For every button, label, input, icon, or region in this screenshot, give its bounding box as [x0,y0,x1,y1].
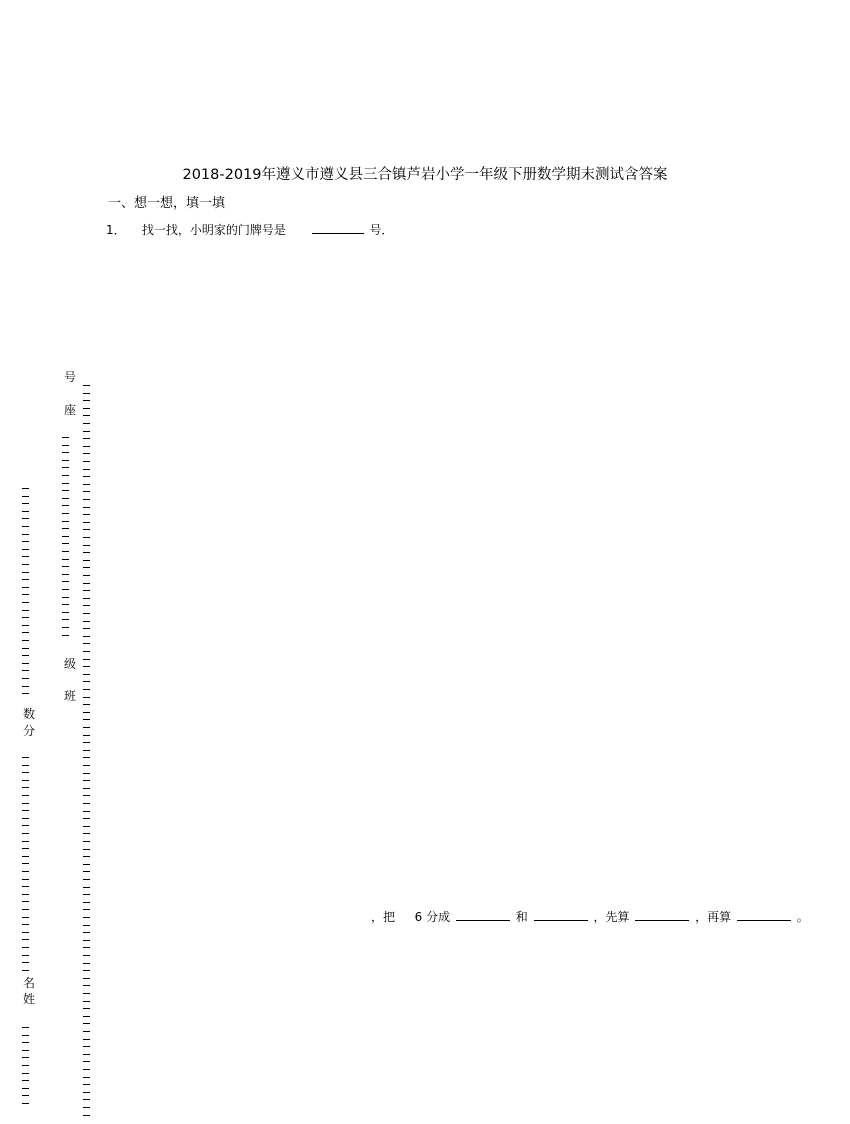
binding-dash [62,574,69,575]
binding-dash [83,719,90,720]
q2-blank-3[interactable] [635,908,689,921]
binding-dash [83,970,90,971]
binding-dash [83,522,90,523]
binding-dash [62,498,69,499]
binding-label-fen: 分 [23,724,36,738]
binding-dash [83,423,90,424]
binding-dash [62,597,69,598]
binding-dash [83,446,90,447]
binding-dash [83,735,90,736]
binding-dash [22,947,29,948]
question-1-number: 1． [106,223,126,237]
binding-dash [83,993,90,994]
binding-dash [83,575,90,576]
binding-dash [83,932,90,933]
binding-dash [22,670,29,671]
binding-dash [83,666,90,667]
binding-dash [83,902,90,903]
binding-dash [62,445,69,446]
binding-dash [22,526,29,527]
binding-dash [62,566,69,567]
binding-dash [22,901,29,902]
binding-dash [22,655,29,656]
binding-dash [22,841,29,842]
binding-dash [83,1031,90,1032]
section-heading: 一、想一想，填一填 [108,196,226,211]
binding-dash [83,894,90,895]
binding-dash [22,1095,29,1096]
binding-dash [62,581,69,582]
question-1 [106,221,393,238]
binding-dash [22,541,29,542]
binding-dash [83,689,90,690]
binding-dash [83,780,90,781]
binding-dash [62,528,69,529]
binding-dash [62,604,69,605]
binding-dash [22,955,29,956]
binding-dash [83,947,90,948]
binding-dash [22,1035,29,1036]
binding-dash [22,1073,29,1074]
binding-dash [83,438,90,439]
binding-dash [83,1061,90,1062]
binding-dash [83,621,90,622]
binding-dash [83,1054,90,1055]
binding-dash [62,551,69,552]
binding-dash [62,483,69,484]
binding-dash [83,537,90,538]
q2-text-6: 。 [796,910,809,924]
binding-dash [83,552,90,553]
binding-dash [22,909,29,910]
binding-dash [62,452,69,453]
binding-dash [83,461,90,462]
binding-dash [22,1027,29,1028]
binding-dash [22,496,29,497]
binding-dash [83,963,90,964]
binding-dash [22,534,29,535]
binding-dash [62,635,69,636]
binding-dash [83,469,90,470]
binding-dash [83,864,90,865]
binding-dash [83,400,90,401]
binding-dash [83,560,90,561]
binding-dash [83,605,90,606]
binding-dash [83,985,90,986]
binding-dash [83,1069,90,1070]
binding-dash [22,1042,29,1043]
binding-dash [22,549,29,550]
binding-dash [22,1103,29,1104]
binding-dash [83,598,90,599]
binding-dash [22,765,29,766]
binding-dash [22,1065,29,1066]
binding-dash [83,431,90,432]
binding-dash [22,1057,29,1058]
binding-dash [83,545,90,546]
binding-dash [22,863,29,864]
binding-dash [22,518,29,519]
binding-dash [83,955,90,956]
binding-dash [22,648,29,649]
binding-dash [83,871,90,872]
binding-dash [83,415,90,416]
binding-label-ban: 班 [64,689,77,703]
q2-blank-4[interactable] [737,908,791,921]
binding-dash [22,587,29,588]
binding-dash [22,962,29,963]
binding-dash [62,521,69,522]
binding-dash [62,513,69,514]
binding-dash [83,727,90,728]
binding-dash [83,590,90,591]
binding-dash [22,693,29,694]
binding-dash [83,849,90,850]
binding-dash [83,879,90,880]
binding-dash [83,978,90,979]
binding-dash [83,742,90,743]
binding-dash [22,602,29,603]
binding-dash [83,1084,90,1085]
binding-dash [22,879,29,880]
binding-dash [22,780,29,781]
binding-dash [22,939,29,940]
binding-dash [83,1016,90,1017]
binding-dash [83,393,90,394]
binding-dash [83,925,90,926]
binding-dash [83,567,90,568]
binding-dash [22,795,29,796]
binding-dash [83,613,90,614]
binding-dash [83,795,90,796]
binding-dash [83,1115,90,1116]
binding-dash [22,488,29,489]
binding-dash [83,628,90,629]
binding-dash [22,856,29,857]
binding-dash [62,619,69,620]
binding-dash [83,643,90,644]
binding-dash [22,625,29,626]
binding-dash [62,437,69,438]
binding-dash [22,511,29,512]
binding-dash [22,579,29,580]
binding-dash [62,589,69,590]
binding-dash [83,1107,90,1108]
binding-dash [83,1023,90,1024]
q2-text-3: 和 [515,910,528,924]
binding-dash [83,674,90,675]
binding-dash [83,697,90,698]
binding-dash [62,559,69,560]
binding-dash [62,505,69,506]
binding-dash [83,507,90,508]
binding-dash [22,818,29,819]
binding-dash [22,917,29,918]
binding-dash [22,564,29,565]
binding-dash [83,773,90,774]
q2-text-2: 6 分成 [414,910,451,924]
binding-dash [22,594,29,595]
binding-dash [83,909,90,910]
binding-dash [83,841,90,842]
q2-text-5: ，再算 [695,910,732,924]
binding-dash [83,1001,90,1002]
binding-dash [22,572,29,573]
binding-dash [83,833,90,834]
exam-title: 2018-2019年遵义市遵义县三合镇芦岩小学一年级下册数学期末测试含答案 [182,167,668,183]
binding-label-hao: 号 [64,370,77,384]
binding-dash [22,686,29,687]
binding-dash [83,1008,90,1009]
binding-label-zuo: 座 [64,403,77,417]
binding-dash [83,636,90,637]
binding-label-xing: 姓 [23,992,36,1006]
binding-dash [83,476,90,477]
binding-dash [83,887,90,888]
binding-dash [83,1099,90,1100]
binding-dash [83,818,90,819]
binding-dash [22,556,29,557]
binding-dash [22,886,29,887]
binding-dash [22,610,29,611]
binding-dash [83,811,90,812]
binding-dash [22,1050,29,1051]
binding-dash [22,833,29,834]
binding-dash [83,681,90,682]
binding-dash [22,803,29,804]
binding-dash [22,640,29,641]
binding-dash [83,1046,90,1047]
binding-dash [22,617,29,618]
binding-dash [22,825,29,826]
binding-dash [62,475,69,476]
binding-dash [83,659,90,660]
binding-dash [22,1088,29,1089]
binding-dash [83,1077,90,1078]
binding-dash [22,810,29,811]
question-1-text: 找一找，小明家的门牌号是 [141,223,286,237]
binding-dash [83,453,90,454]
binding-dash [22,757,29,758]
binding-dash [83,529,90,530]
q2-blank-2[interactable] [534,908,588,921]
question-1-suffix: 号． [369,223,394,237]
binding-dash [83,856,90,857]
q2-text-1: ，把 [371,910,396,924]
binding-dash [83,757,90,758]
binding-dash [83,917,90,918]
binding-dash [83,514,90,515]
binding-dash [83,491,90,492]
binding-dash [83,788,90,789]
binding-dash [83,484,90,485]
q2-text-4: ，先算 [593,910,630,924]
binding-dash [83,826,90,827]
binding-dash [83,499,90,500]
binding-dash [22,772,29,773]
binding-label-shu: 数 [23,707,36,721]
binding-dash [62,460,69,461]
binding-dash [83,583,90,584]
binding-dash [22,503,29,504]
binding-dash [83,765,90,766]
binding-dash [22,894,29,895]
binding-dash [62,627,69,628]
binding-dash [83,1039,90,1040]
binding-dash [62,543,69,544]
binding-label-ji: 级 [64,657,77,671]
binding-dash [62,536,69,537]
question-2 [371,908,809,925]
binding-dash [22,871,29,872]
binding-dash [83,712,90,713]
binding-dash [22,632,29,633]
binding-dash [62,467,69,468]
binding-dash [22,1080,29,1081]
binding-dash [83,385,90,386]
binding-dash [83,408,90,409]
binding-dash [22,848,29,849]
binding-dash [22,678,29,679]
binding-dash [62,612,69,613]
q2-blank-1[interactable] [456,908,510,921]
binding-dash [22,787,29,788]
binding-dash [83,940,90,941]
binding-dash [22,924,29,925]
binding-dash [83,1092,90,1093]
binding-dash [22,970,29,971]
binding-dash [22,932,29,933]
binding-dash [62,490,69,491]
binding-dash [83,704,90,705]
binding-label-ming: 名 [23,976,36,990]
question-1-answer-blank[interactable] [312,221,364,234]
binding-dash [22,663,29,664]
binding-dash [83,750,90,751]
binding-dash [83,651,90,652]
binding-dash [83,803,90,804]
